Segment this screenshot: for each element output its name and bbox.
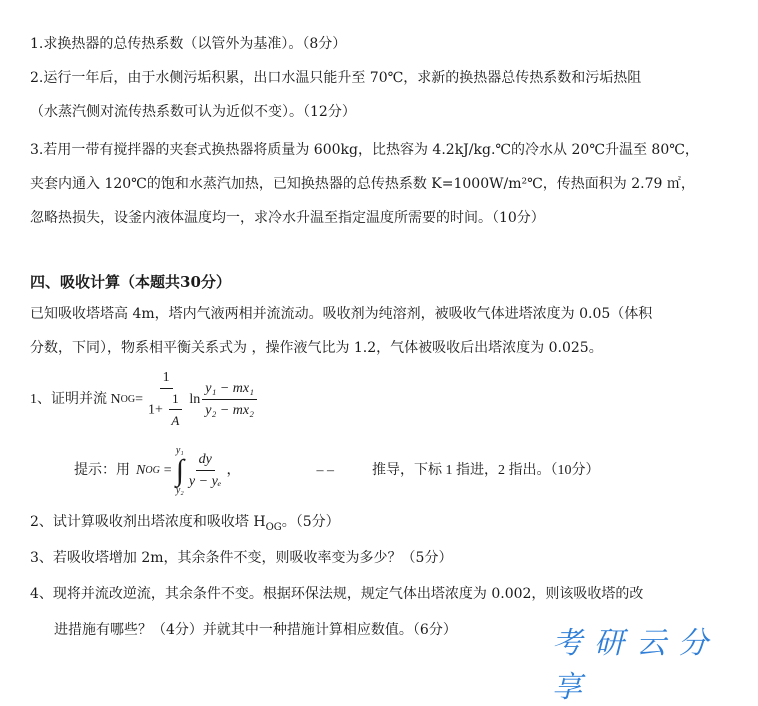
inner-den: A [171,413,180,428]
hint-N: N [136,463,146,478]
absorption-q4-line2: 进措施有哪些？（4分）并就其中一种措施计算相应数值。（6分） [54,622,457,638]
q1-eq: = [135,392,143,407]
integral-icon: y₁ ∫ y₂ [175,445,184,496]
heat-q3-line2: 夹套内通入 120℃的饱和水蒸汽加热，已知换热器的总传热系数 K=1000W/m²℃，传热面积为 2.79 ㎡， [30,176,695,192]
absorption-q2: 2、试计算吸收剂出塔浓度和吸收塔 $H_{OG}$。（5分） [30,514,340,533]
q1-frac-den: 1+ $\frac{1}{A}$ [145,389,187,432]
heat-q2-line2: （水蒸汽侧对流传热系数可认为近似不变）。（12分） [30,104,356,120]
heat-q1: 1.求换热器的总传热系数（以管外为基准）。（8分） [30,36,347,52]
hint-suffix: 推导，下标 1 指进，2 指出。（10分） [371,463,600,478]
heat-q2-line1: 2.运行一年后，由于水侧污垢积累，出口水温只能升至 70℃，求新的换热器总传热系数和污垢热阻 [30,70,642,86]
inner-num: 1 [169,389,182,410]
section-intro-line1: 已知吸收塔塔高 4m，塔内气液两相并流流动。吸收剂为纯溶剂，被吸收气体进塔浓度为 0.05（体积 [30,306,653,322]
q1-sub: OG [120,394,136,405]
hint-sub: OG [145,465,160,476]
absorption-q4-line1: 4、现将并流改逆流，其余条件不变。根据环保法规，规定气体出塔浓度为 0.002，则该吸收塔的改 [30,586,644,602]
log-den: y₂ − mx₂ [205,402,254,418]
heat-q3-line3: 忽略热损失，设釜内液体温度均一，求冷水升温至指定温度所需要的时间。（10分） [30,210,545,226]
log-num: y₁ − mx₁ [202,379,257,400]
hint-eq: = [163,463,172,478]
hint-comma: ， [226,463,241,478]
q1-prefix: 1、证明并流 N [30,392,121,407]
absorption-q3: 3、若吸收塔增加 2m，其余条件不变，则吸收率变为多少？（5分） [30,550,453,566]
watermark: 考研云分享 [552,626,720,705]
q1-fraction [145,368,187,432]
hint-fraction: $\frac{dy}{\text{y − yₑ}}$ [188,451,222,489]
absorption-q1 [30,368,259,432]
section-intro-line2: 分数，下同），物系相平衡关系式为 ，操作液气比为 1.2，气体被吸收后出塔浓度为 0.025。 [30,340,603,356]
log-fraction [202,379,257,422]
ln-label: ln [189,392,201,407]
heat-q3-line1: 3.若用一带有搅拌器的夹套式换热器将质量为 600kg，比热容为 4.2kJ/kg.℃的冷水从 20℃升温至 80℃， [30,142,699,158]
hint-dashes: – – [316,463,334,478]
hint-line [74,446,599,496]
hint-prefix: 提示：用 [74,463,130,478]
q1-frac-num: 1 [160,368,173,389]
section-heading: 四、吸收计算（本题共30分） [30,273,231,291]
